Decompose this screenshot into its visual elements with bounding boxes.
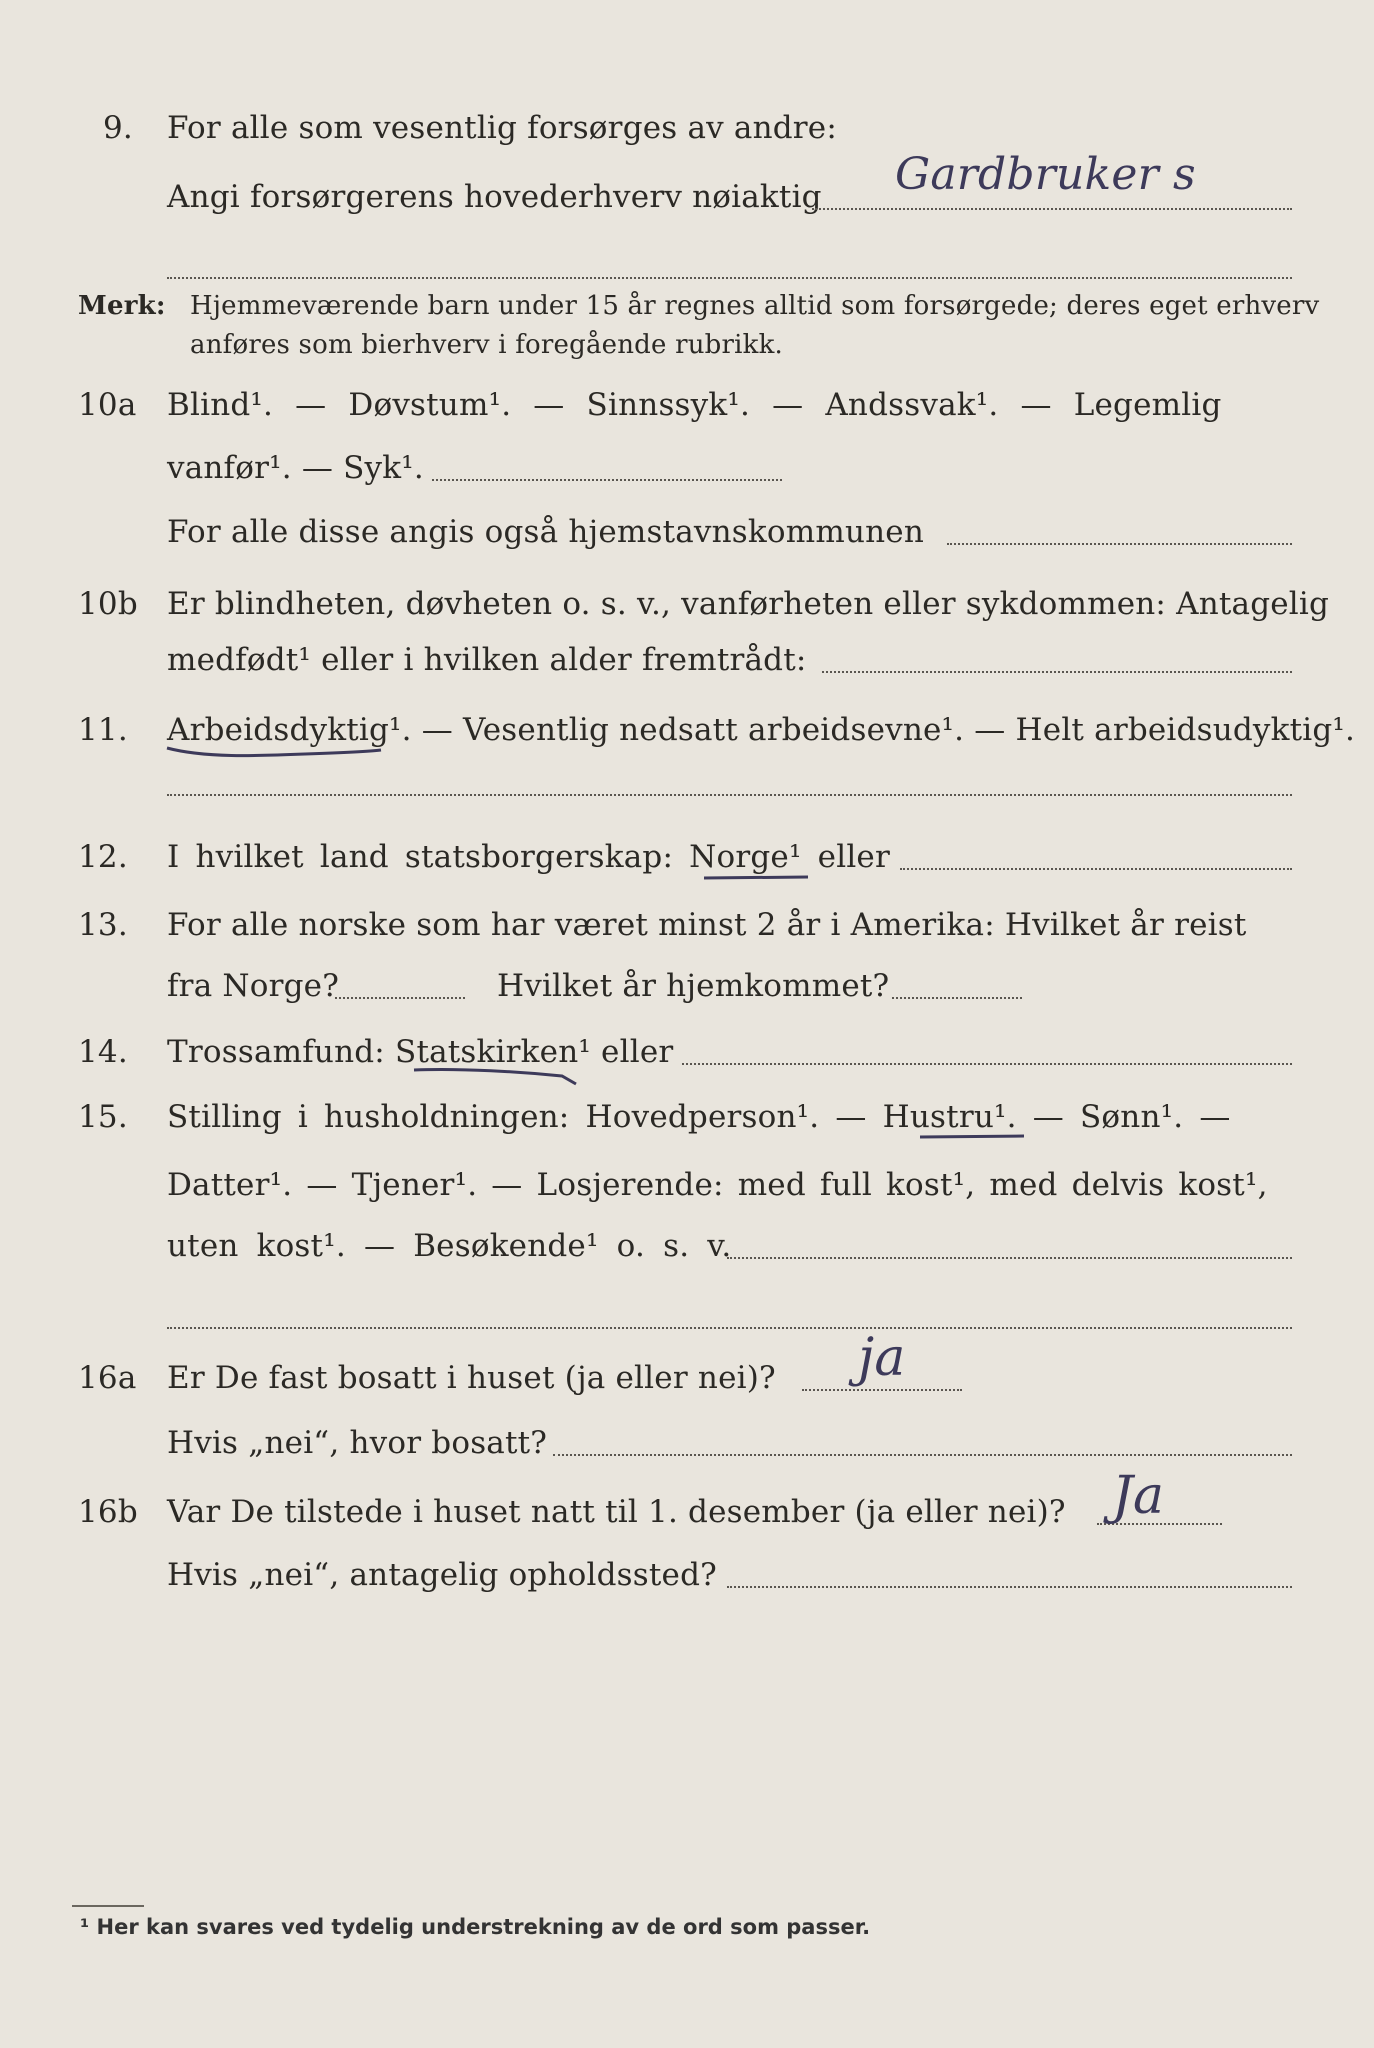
row-13-number: 13. [78,907,128,943]
row-10b-line-2 [0,640,1374,680]
row-14-answer-line[interactable] [682,1063,1292,1065]
row-10a-line-1 [0,385,1374,425]
row-15-underline-mark [918,1131,1028,1143]
row-9-extra-line [167,277,1292,279]
row-13-return-line[interactable] [892,997,1022,999]
row-11-underline-mark [165,740,385,762]
row-9-line-1 [0,108,1374,148]
row-12-line-1 [0,837,1374,877]
row-15-number: 15. [78,1099,128,1135]
row-13-line-1 [0,905,1374,945]
row-16a-handwritten-answer: ja [858,1328,906,1388]
row-16b-handwritten-answer: Ja [1112,1466,1165,1526]
row-10a-answer-line[interactable] [432,479,782,481]
row-16a-question-2: Hvis „nei“, hvor bosatt? [167,1425,548,1461]
merk-label: Merk: [78,291,166,321]
row-12-number: 12. [78,839,128,875]
row-15-line-3 [0,1226,1374,1266]
row-14-number: 14. [78,1034,128,1070]
row-16b-location-line[interactable] [727,1586,1292,1588]
row-14-underline-mark [412,1064,582,1088]
row-10a-options-2: vanfør¹. — Syk¹. [167,450,424,486]
row-16b-question-2: Hvis „nei“, antagelig opholdssted? [167,1557,717,1593]
row-12-underline-mark [702,872,812,884]
row-16a-number: 16a [78,1360,137,1396]
row-15-line-2 [0,1165,1374,1205]
row-13-departure-line[interactable] [335,997,465,999]
row-10a-number: 10a [78,387,137,423]
row-12-answer-line[interactable] [900,868,1292,870]
row-13-question: For alle norske som har været minst 2 år i Amerika: Hvilket år reist [167,907,1247,943]
row-16b-number: 16b [78,1494,138,1530]
row-16a-line-1 [0,1328,1374,1398]
row-14-question: Trossamfund: Statskirken¹ eller [167,1034,674,1070]
row-10b-question-2: medfødt¹ eller i hvilken alder fremtrådt: [167,642,807,678]
row-15-line-1 [0,1097,1374,1137]
row-12-question: I hvilket land statsborgerskap: Norge¹ eller [167,839,890,875]
row-16b-line-1 [0,1466,1374,1532]
row-15-extra-line [167,1327,1292,1329]
merk-line-2 [0,325,1374,365]
row-15-answer-line[interactable] [727,1257,1292,1259]
row-9-line-2 [0,149,1374,217]
row-11-number: 11. [78,712,128,748]
footnote-rule [72,1905,144,1907]
row-16a-answer-line[interactable] [802,1389,962,1391]
merk-text-1: Hjemmeværende barn under 15 år regnes alltid som forsørgede; deres eget erhverv [190,291,1320,321]
row-15-options: Stilling i husholdningen: Hovedperson¹. — Hustru¹. — Sønn¹. — [167,1099,1231,1135]
row-9-question-2: Angi forsørgerens hovederhverv nøiaktig [167,179,822,215]
row-10b-number: 10b [78,586,138,622]
row-10b-question: Er blindheten, døvheten o. s. v., vanførheten eller sykdommen: Antagelig [167,586,1330,622]
merk-text-2: anføres som bierhverv i foregående rubrikk. [190,330,784,360]
row-15-options-3: uten kost¹. — Besøkende¹ o. s. v. [167,1228,732,1264]
row-15-options-2: Datter¹. — Tjener¹. — Losjerende: med full kost¹, med delvis kost¹, [167,1167,1268,1203]
row-13-line-2 [0,966,1374,1006]
row-10b-line-1 [0,584,1374,624]
row-16a-line-2 [0,1423,1374,1463]
row-10b-answer-line[interactable] [822,671,1292,673]
row-16b-question: Var De tilstede i huset natt til 1. desember (ja eller nei)? [167,1494,1066,1530]
row-10a-hometown-line[interactable] [947,543,1292,545]
row-16a-residence-line[interactable] [553,1454,1292,1456]
row-11-extra-line [167,794,1292,796]
row-9-answer-line[interactable] [812,208,1292,210]
row-14-line-1 [0,1032,1374,1072]
row-9-question: For alle som vesentlig forsørges av andre: [167,110,837,146]
merk-line-1 [0,286,1374,326]
row-16b-line-2 [0,1555,1374,1595]
footnote: ¹ Her kan svares ved tydelig understrekning av de ord som passer. [80,1915,871,1939]
row-16a-question: Er De fast bosatt i huset (ja eller nei)? [167,1360,776,1396]
row-13-question-2b: Hvilket år hjemkommet? [497,968,890,1004]
row-10a-options: Blind¹. — Døvstum¹. — Sinnssyk¹. — Andssvak¹. — Legemlig [167,387,1222,423]
row-10a-line-2 [0,448,1374,488]
row-10a-line-3 [0,512,1374,552]
row-9-handwritten-answer: Gardbruker s [895,149,1196,200]
row-13-question-2a: fra Norge? [167,968,340,1004]
row-11-options: Arbeidsdyktig¹. — Vesentlig nedsatt arbeidsevne¹. — Helt arbeidsudyktig¹. [167,712,1356,748]
row-10a-question-3: For alle disse angis også hjemstavnskommunen [167,514,924,550]
row-9-number: 9. [103,110,133,146]
